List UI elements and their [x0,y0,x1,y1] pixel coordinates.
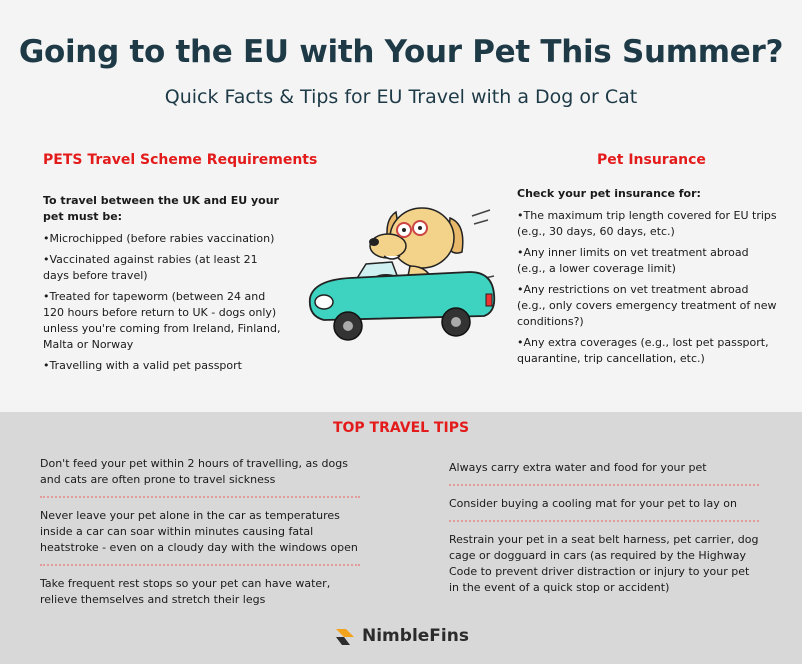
insurance-intro: Check your pet insurance for: [517,187,701,200]
tip-item: Don't feed your pet within 2 hours of travelling, as dogs and cats are often prone to travel sickness [40,456,360,498]
brand-logo [334,623,469,649]
insurance-heading: Pet Insurance [597,152,706,168]
tips-left-column [40,456,360,626]
insurance-section [517,186,779,372]
tips-right-column [449,460,759,614]
list-item: • The maximum trip length covered for EU trips (e.g., 30 days, 60 days, etc.) [517,208,779,240]
tip-item: Consider buying a cooling mat for your pet to lay on [449,496,759,522]
list-item: • Any inner limits on vet treatment abroad (e.g., a lower coverage limit) [517,245,779,277]
page-subtitle: Quick Facts & Tips for EU Travel with a Dog or Cat [164,86,638,108]
tip-item: Never leave your pet alone in the car as temperatures inside a car can soar within minutes causing fatal heatstroke - even on a cloudy day with the windows open [40,508,360,566]
pets-list [43,231,283,374]
brand-name: NimbleFins [362,626,469,646]
list-item: • Any extra coverages (e.g., lost pet passport, quarantine, trip cancellation, etc.) [517,335,779,367]
dog-driving-car-illustration [300,198,500,348]
list-item: • Vaccinated against rabies (at least 21 days before travel) [43,252,283,284]
list-item: • Any restrictions on vet treatment abroad (e.g., only covers emergency treatment of new conditions?) [517,282,779,330]
tip-item: Take frequent rest stops so your pet can have water, relieve themselves and stretch their legs [40,577,331,606]
tip-item: Restrain your pet in a seat belt harness, pet carrier, dog cage or dogguard in cars (as required by the Highway Code to prevent driver distraction or injury to your pet in the event of a quick stop or accident) [449,533,759,594]
pets-section [43,193,283,379]
list-item: • Travelling with a valid pet passport [43,358,283,374]
insurance-list [517,208,779,367]
list-item: • Microchipped (before rabies vaccination) [43,231,283,247]
list-item: • Treated for tapeworm (between 24 and 120 hours before return to UK - dogs only) unless you're coming from Ireland, Finland, Malta or Norway [43,289,283,353]
pets-intro: To travel between the UK and EU your pet must be: [43,194,279,223]
tip-item: Always carry extra water and food for your pet [449,460,759,486]
tips-heading: TOP TRAVEL TIPS [332,420,470,436]
nimblefins-logo-icon [334,625,356,647]
page-title: Going to the EU with Your Pet This Summer? [18,34,784,70]
pets-heading: PETS Travel Scheme Requirements [43,152,318,168]
